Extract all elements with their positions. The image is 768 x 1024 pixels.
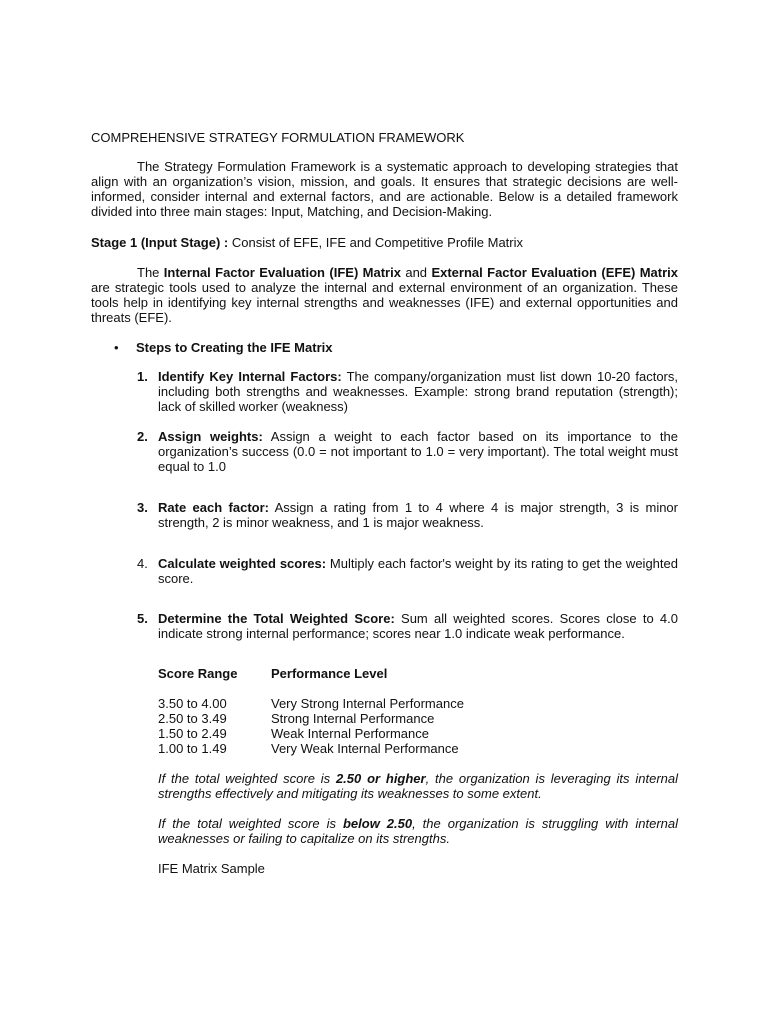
step-number: 1. (137, 369, 148, 384)
bullet-icon: • (114, 340, 119, 355)
step-body (158, 369, 678, 414)
table-cell: 3.50 to 4.00 (158, 696, 227, 711)
intro-paragraph: The Strategy Formulation Framework is a systematic approach to developing strategies that align with an organization’s vision, mission, and goals. It ensures that strategic decisions are well-informed, consider internal and external factors, and are actionable. Below is a detailed framework divided into three main stages: Input, Matching, and Decision-Making. (91, 159, 678, 219)
stage1-label: Stage 1 (Input Stage) : (91, 235, 229, 250)
step-number: 2. (137, 429, 148, 444)
threshold-high: 2.50 or higher (335, 771, 426, 786)
document-title: COMPREHENSIVE STRATEGY FORMULATION FRAMEWORK (91, 130, 465, 145)
table-header-row (158, 666, 464, 681)
table-row (158, 741, 464, 756)
table-header: Score Range (158, 666, 238, 681)
step-number: 3. (137, 500, 148, 515)
table-cell: Very Weak Internal Performance (271, 741, 459, 756)
sample-caption: IFE Matrix Sample (158, 861, 265, 876)
table-cell: 1.00 to 1.49 (158, 741, 227, 756)
step-body (158, 556, 678, 586)
bullet-text: Steps to Creating the IFE Matrix (136, 340, 333, 355)
ife-term: Internal Factor Evaluation (IFE) Matrix (163, 265, 401, 280)
step-label: Identify Key Internal Factors: (158, 369, 342, 384)
efe-term: External Factor Evaluation (EFE) Matrix (431, 265, 678, 280)
step-text: The company/organization must list down 10-20 factors, including both strengths and weaknesses. Example: strong brand reputation (strength); lack of skilled worker (weakness) (158, 369, 678, 414)
threshold-low: below 2.50 (342, 816, 413, 831)
stage1-line (91, 235, 678, 250)
score-range-table (158, 666, 464, 756)
step-label: Assign weights: (158, 429, 263, 444)
table-cell: 1.50 to 2.49 (158, 726, 227, 741)
table-row (158, 726, 464, 741)
step-text: Sum all weighted scores. Scores close to 4.0 indicate strong internal performance; scores near 1.0 indicate weak performance. (158, 611, 678, 641)
table-row (158, 711, 464, 726)
step-label: Rate each factor: (158, 500, 269, 515)
step-number: 4. (137, 556, 148, 571)
table-row (158, 696, 464, 711)
stage1-text: Consist of EFE, IFE and Competitive Profile Matrix (228, 235, 524, 250)
step-text: Multiply each factor's weight by its rating to get the weighted score. (158, 556, 678, 586)
interpretation-note-low: If the total weighted score is below 2.50, the organization is struggling with internal weaknesses or failing to capitalize on its strengths. (158, 816, 678, 846)
table-header: Performance Level (271, 666, 388, 681)
step-body (158, 611, 678, 641)
interpretation-note-high: If the total weighted score is 2.50 or higher, the organization is leveraging its internal strengths effectively and mitigating its weaknesses to some extent. (158, 771, 678, 801)
step-number: 5. (137, 611, 148, 626)
table-cell: 2.50 to 3.49 (158, 711, 227, 726)
table-cell: Very Strong Internal Performance (271, 696, 464, 711)
step-label: Determine the Total Weighted Score: (158, 611, 395, 626)
matrix-intro-paragraph: The Internal Factor Evaluation (IFE) Matrix and External Factor Evaluation (EFE) Matrix are strategic tools used to analyze the internal and external environment of an organization. These tools help in identifying key internal strengths and weaknesses (IFE) and external opportunities and threats (EFE). (91, 265, 678, 325)
step-text: Assign a weight to each factor based on its importance to the organization’s success (0.0 = not important to 1.0 = very important). The total weight must equal to 1.0 (158, 429, 678, 474)
step-body (158, 429, 678, 474)
table-cell: Strong Internal Performance (271, 711, 435, 726)
step-text: Assign a rating from 1 to 4 where 4 is major strength, 3 is minor strength, 2 is minor weakness, and 1 is major weakness. (158, 500, 678, 530)
step-body (158, 500, 678, 530)
step-label: Calculate weighted scores: (158, 556, 327, 571)
table-cell: Weak Internal Performance (271, 726, 429, 741)
